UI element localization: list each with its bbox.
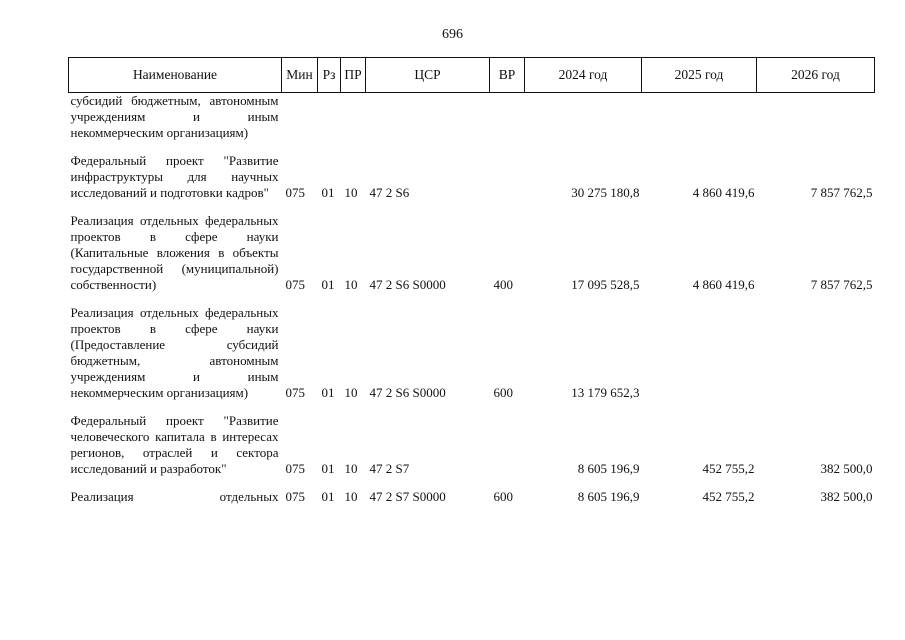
row-rz: 01: [321, 461, 335, 476]
header-2025: 2025 год: [642, 58, 757, 93]
row-vr: [490, 93, 525, 142]
row-2025: [642, 305, 757, 401]
row-min: 075: [285, 185, 305, 200]
row-2024: 8 605 196,9: [577, 461, 640, 476]
row-pr: 10: [344, 489, 358, 504]
row-min: 075: [285, 461, 305, 476]
row-2024: [525, 93, 642, 142]
row-min: [282, 93, 318, 142]
page-number: 696: [442, 27, 463, 42]
row-2026: 7 857 762,5: [810, 185, 873, 200]
row-vr: [490, 153, 525, 201]
header-csr: ЦСР: [366, 58, 490, 93]
row-2025: 452 755,2: [702, 461, 755, 476]
row-2024: 13 179 652,3: [571, 385, 640, 400]
row-2024: 30 275 180,8: [571, 185, 640, 200]
table-row: [69, 305, 875, 401]
table-row: [69, 413, 875, 477]
row-csr: 47 2 S7 S0000: [369, 489, 446, 504]
row-pr: 10: [344, 461, 358, 476]
header-rz: Рз: [318, 58, 341, 93]
row-name: Реализация отдельных федеральных проектов в сфере науки (Капитальные вложения в объекты государственной (муниципальной) собственности): [70, 213, 279, 292]
row-rz: 01: [321, 277, 335, 292]
row-rz: [318, 93, 341, 142]
row-rz: 01: [321, 385, 335, 400]
row-2026: 7 857 762,5: [810, 277, 873, 292]
table-header: [69, 58, 875, 93]
table-row: [69, 93, 875, 142]
table-row: [69, 213, 875, 293]
row-csr: 47 2 S7: [369, 461, 410, 476]
row-csr: [366, 93, 490, 142]
row-2026: [757, 93, 875, 142]
row-name: субсидий бюджетным, автономным учреждениям и иным некоммерческим организациям): [70, 93, 279, 140]
row-2024: 17 095 528,5: [571, 277, 640, 292]
row-pr: 10: [344, 385, 358, 400]
header-min: Мин: [282, 58, 318, 93]
row-vr: [490, 413, 525, 477]
row-2025: 4 860 419,6: [692, 185, 755, 200]
row-vr: 600: [493, 489, 513, 504]
header-vr: ВР: [490, 58, 525, 93]
row-csr: 47 2 S6 S0000: [369, 385, 446, 400]
header-name: Наименование: [69, 58, 282, 93]
table-row: [69, 489, 875, 505]
header-pr: ПР: [341, 58, 366, 93]
row-name: Реализация отдельных федеральных проектов в сфере науки (Предоставление субсидий бюджетным, автономным учреждениям и иным некоммерческим организациям): [70, 305, 279, 400]
row-csr: 47 2 S6 S0000: [369, 277, 446, 292]
row-min: 075: [285, 385, 305, 400]
row-vr: 400: [493, 277, 513, 292]
row-2025: 452 755,2: [702, 489, 755, 504]
row-pr: 10: [344, 185, 358, 200]
header-2024: 2024 год: [525, 58, 642, 93]
row-2025: 4 860 419,6: [692, 277, 755, 292]
row-min: 075: [285, 489, 305, 504]
table-row: [69, 153, 875, 201]
row-pr: 10: [344, 277, 358, 292]
row-rz: 01: [321, 489, 335, 504]
row-min: 075: [285, 277, 305, 292]
row-vr: 600: [493, 385, 513, 400]
row-name: Федеральный проект "Развитие инфраструктуры для научных исследований и подготовки кадров": [70, 153, 279, 200]
row-csr: 47 2 S6: [369, 185, 410, 200]
budget-table: [68, 57, 875, 505]
row-name: Федеральный проект "Развитие человеческого капитала в интересах регионов, отраслей и сектора исследований и разработок": [70, 413, 279, 476]
row-2026: 382 500,0: [820, 461, 873, 476]
row-name: Реализация отдельных: [70, 489, 279, 504]
table-body: [69, 93, 875, 506]
row-rz: 01: [321, 185, 335, 200]
row-2025: [642, 93, 757, 142]
row-2024: 8 605 196,9: [577, 489, 640, 504]
row-2026: 382 500,0: [820, 489, 873, 504]
header-2026: 2026 год: [757, 58, 875, 93]
row-pr: [341, 93, 366, 142]
row-2026: [757, 305, 875, 401]
